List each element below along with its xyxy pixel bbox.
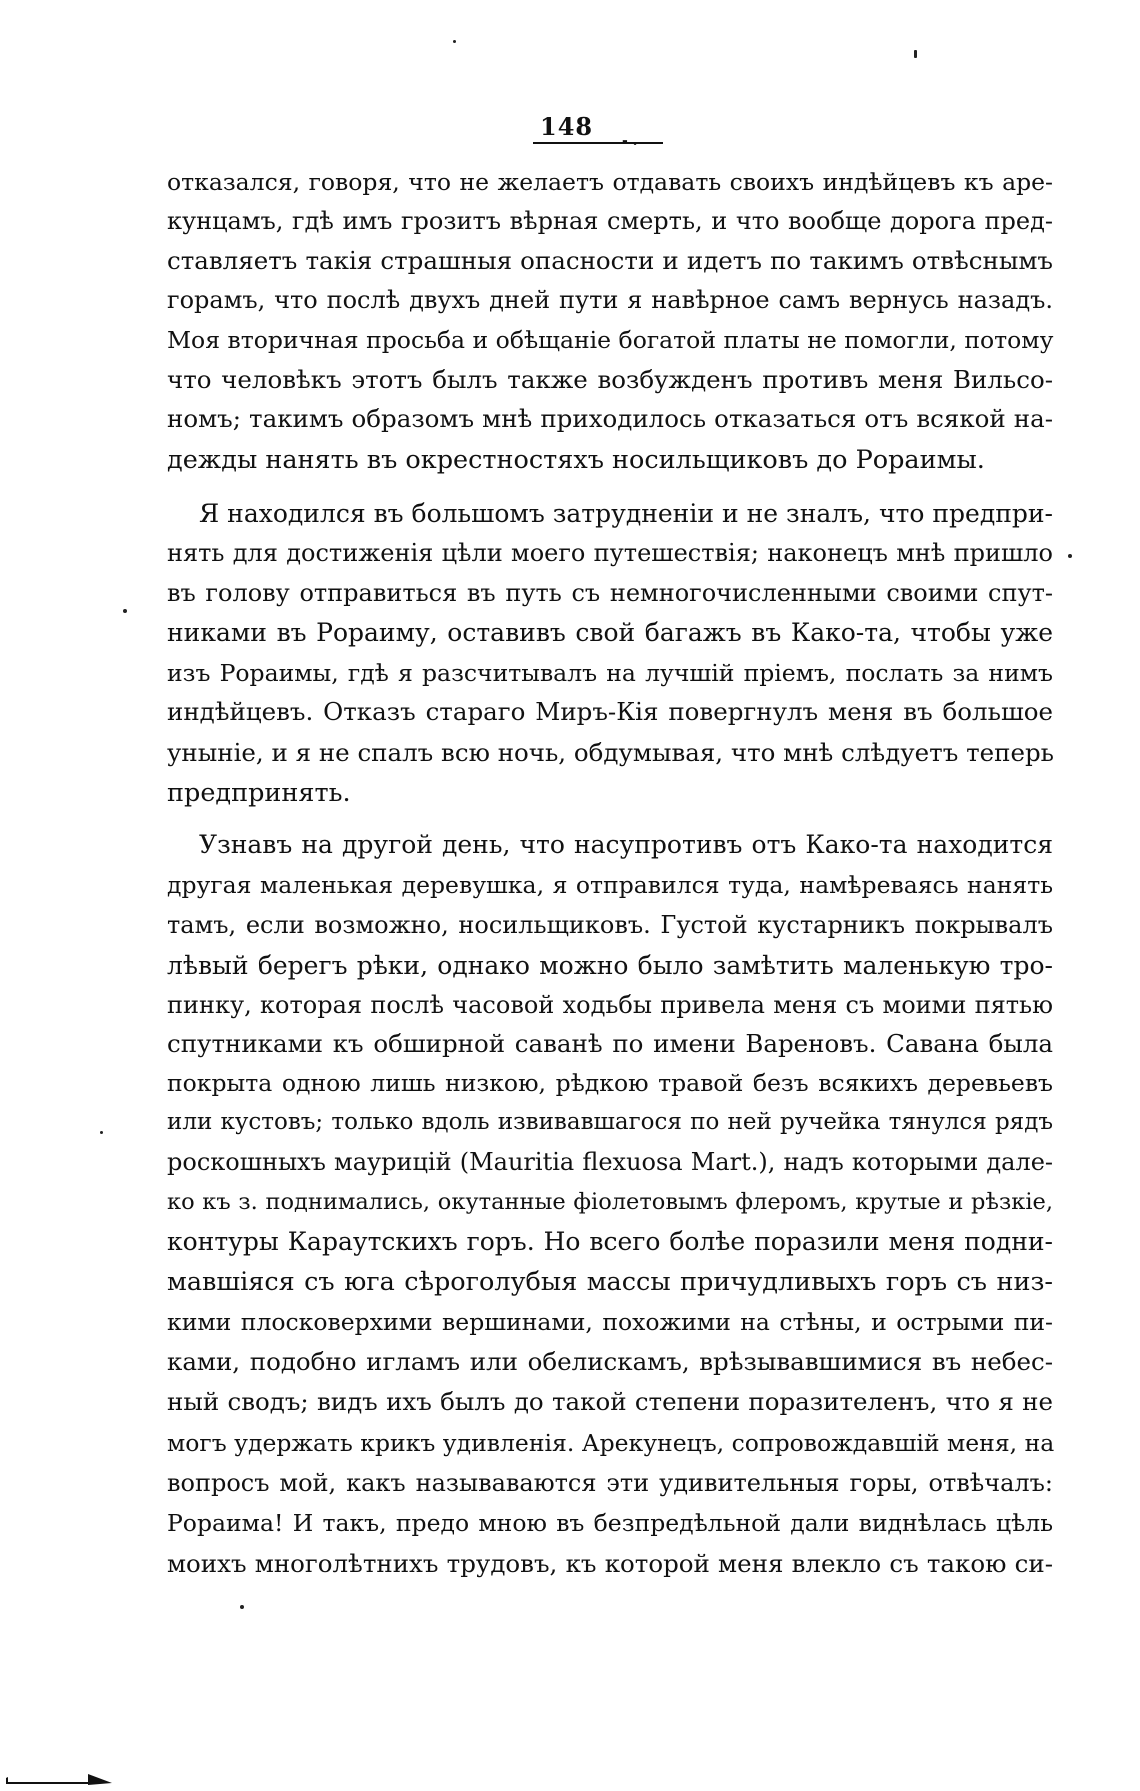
scan-speck — [100, 1131, 103, 1134]
scan-speck — [1068, 554, 1072, 558]
text-line: номъ; такимъ образомъ мнѣ приходилось отказаться отъ всякой на- — [167, 404, 1053, 433]
page-number-rule — [533, 142, 663, 144]
text-line: другая маленькая деревушка, я отправился туда, намѣреваясь нанять — [167, 871, 1053, 899]
text-line: покрыта одною лишь низкою, рѣдкою травой безъ всякихъ деревьевъ — [167, 1069, 1053, 1097]
text-line: тамъ, если возможно, носильщиковъ. Густой кустарникъ покрывалъ — [167, 911, 1053, 939]
text-line: моихъ многолѣтнихъ трудовъ, къ которой меня влекло съ такою си- — [167, 1549, 1053, 1578]
text-line: ками, подобно игламъ или обелискамъ, врѣзывавшимися въ небес- — [167, 1347, 1053, 1376]
text-line: кими плосковерхими вершинами, похожими на стѣны, и острыми пи- — [167, 1308, 1053, 1336]
text-line: спутниками къ обширной саванѣ по имени Вареновъ. Савана была — [167, 1029, 1053, 1058]
scan-speck — [453, 40, 456, 43]
text-line: Узнавъ на другой день, что насупротивъ отъ Како-та находится — [199, 830, 1053, 859]
text-line: пинку, которая послѣ часовой ходьбы привела меня съ моими пятью — [167, 991, 1053, 1019]
text-line: нять для достиженія цѣли моего путешествія; наконецъ мнѣ пришло — [167, 539, 1053, 567]
text-line: никами въ Рораиму, оставивъ свой багажъ въ Како-та, чтобы уже — [167, 618, 1053, 647]
scan-speck — [123, 609, 127, 613]
text-line: ставляетъ такія страшныя опасности и идетъ по такимъ отвѣснымъ — [167, 246, 1053, 275]
page-number-rule-dots: - . — [622, 133, 638, 149]
text-line: мавшіяся съ юга сѣроголубыя массы причудливыхъ горъ съ низ- — [167, 1267, 1053, 1297]
text-line: уныніе, и я не спалъ всю ночь, обдумывая, что мнѣ слѣдуетъ теперь — [167, 738, 1055, 767]
text-line: ко къ з. поднимались, окутанные фіолетовымъ флеромъ, крутые и рѣзкіе, — [167, 1189, 1053, 1215]
text-line: что человѣкъ этотъ былъ также возбужденъ противъ меня Вильсо- — [167, 365, 1053, 394]
scan-speck — [240, 1605, 244, 1609]
text-line: предпринять. — [167, 778, 351, 808]
text-line: индѣйцевъ. Отказъ стараго Миръ-Кія повергнулъ меня въ большое — [167, 697, 1053, 726]
text-line: роскошныхъ маурицій (Mauritia flexuosa Mart.), надъ которыми дале- — [167, 1148, 1053, 1176]
text-line: Я находился въ большомъ затрудненіи и не зналъ, что предпри- — [199, 499, 1053, 528]
page-number: 148 — [540, 112, 594, 141]
text-line: горамъ, что послѣ двухъ дней пути я навѣрное самъ вернусь назадъ. — [167, 286, 1053, 314]
text-line: дежды нанять въ окрестностяхъ носильщиковъ до Рораимы. — [167, 445, 985, 475]
text-line: вопросъ мой, какъ называваются эти удивительныя горы, отвѣчалъ: — [167, 1469, 1053, 1497]
text-line: отказался, говоря, что не желаетъ отдавать своихъ индѣйцевъ къ аре- — [167, 168, 1053, 196]
text-line: кунцамъ, гдѣ имъ грозитъ вѣрная смерть, и что вообще дорога пред- — [167, 207, 1053, 235]
text-line: Моя вторичная просьба и обѣщаніе богатой платы не помогли, потому — [167, 326, 1054, 354]
scan-speck — [914, 50, 917, 58]
text-line: могъ удержать крикъ удивленія. Арекунецъ, сопровождавшій меня, на — [167, 1429, 1055, 1457]
text-line: въ голову отправиться въ путь съ немногочисленными своими спут- — [167, 579, 1053, 607]
text-line: ный сводъ; видъ ихъ былъ до такой степени поразителенъ, что я не — [167, 1387, 1053, 1416]
text-line: Рораима! И такъ, предо мною въ безпредѣльной дали виднѣлась цѣль — [167, 1509, 1053, 1537]
text-line: или кустовъ; только вдоль извивавшагося по ней ручейка тянулся рядъ — [167, 1109, 1053, 1135]
text-line: контуры Караутскихъ горъ. Но всего болѣе поразили меня подни- — [167, 1227, 1053, 1256]
text-line: изъ Рораимы, гдѣ я разсчитывалъ на лучшій пріемъ, послать за нимъ — [167, 659, 1053, 687]
scan-corner-mark — [4, 1768, 114, 1786]
text-line: лѣвый берегъ рѣки, однако можно было замѣтить маленькую тро- — [167, 951, 1053, 980]
